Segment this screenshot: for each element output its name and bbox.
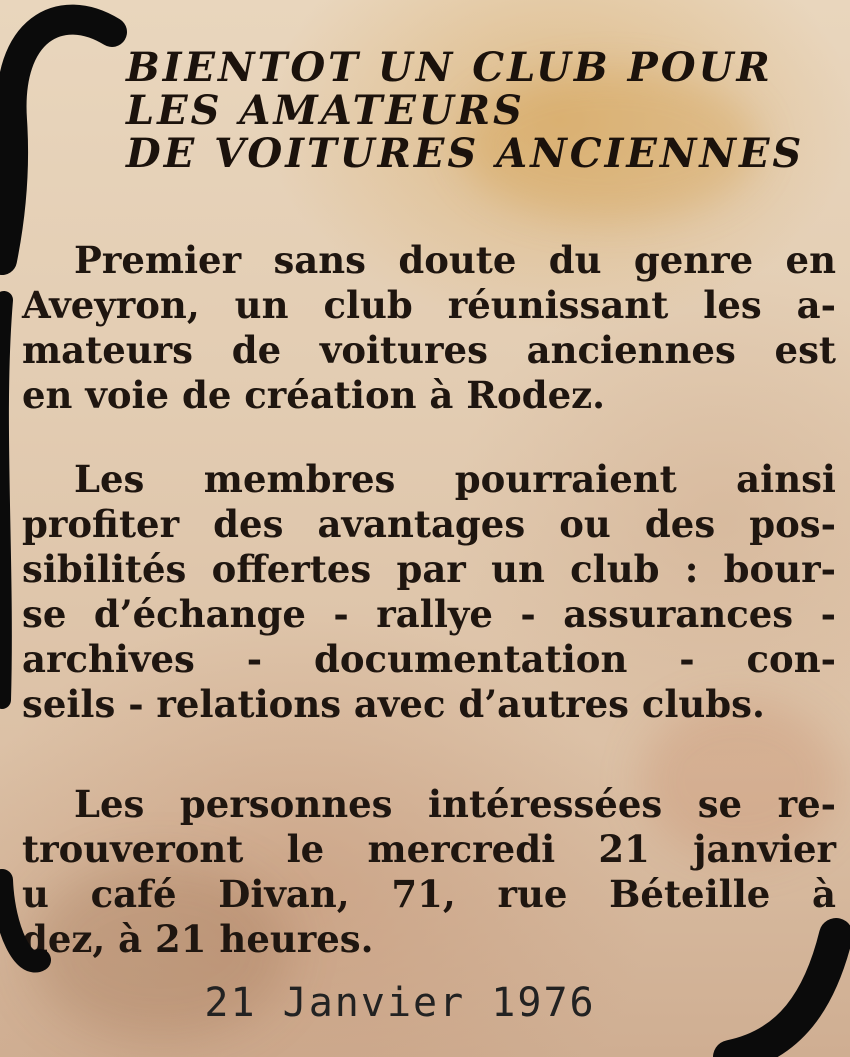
paragraph-line: u café Divan, 71, rue Béteille à xyxy=(22,872,836,916)
paragraph-line: profiter des avantages ou des pos- xyxy=(22,502,836,546)
headline-line: DE VOITURES ANCIENNES xyxy=(126,130,805,177)
paragraph-line: se d’échange - rallye - assurances - xyxy=(22,592,836,636)
paragraph-line: dez, à 21 heures. xyxy=(22,917,374,961)
pen-bracket-bottom-left xyxy=(2,880,40,962)
paragraph-line: Les personnes intéressées se re- xyxy=(74,782,836,826)
paragraph-line: mateurs de voitures anciennes est xyxy=(22,328,836,372)
date-caption: 21 Janvier 1976 xyxy=(204,980,596,1026)
paragraph-line: en voie de création à Rodez. xyxy=(22,373,606,417)
headline-line: BIENTOT UN CLUB POUR xyxy=(126,44,773,91)
pen-bracket-left xyxy=(0,300,4,700)
headline-line: LES AMATEURS xyxy=(126,87,525,134)
paragraph-line: sibilités offertes par un club : bour- xyxy=(22,547,836,591)
paragraph-line: Aveyron, un club réunissant les a- xyxy=(22,283,836,327)
paragraph-line: archives - documentation - con- xyxy=(22,637,836,681)
pen-bracket-top-left xyxy=(2,20,112,260)
paragraph-line: trouveront le mercredi 21 janvier xyxy=(22,827,836,871)
paragraph-line: Les membres pourraient ainsi xyxy=(74,457,836,501)
paragraph-line: seils - relations avec d’autres clubs. xyxy=(22,682,765,726)
paragraph-line: Premier sans doute du genre en xyxy=(74,238,836,282)
